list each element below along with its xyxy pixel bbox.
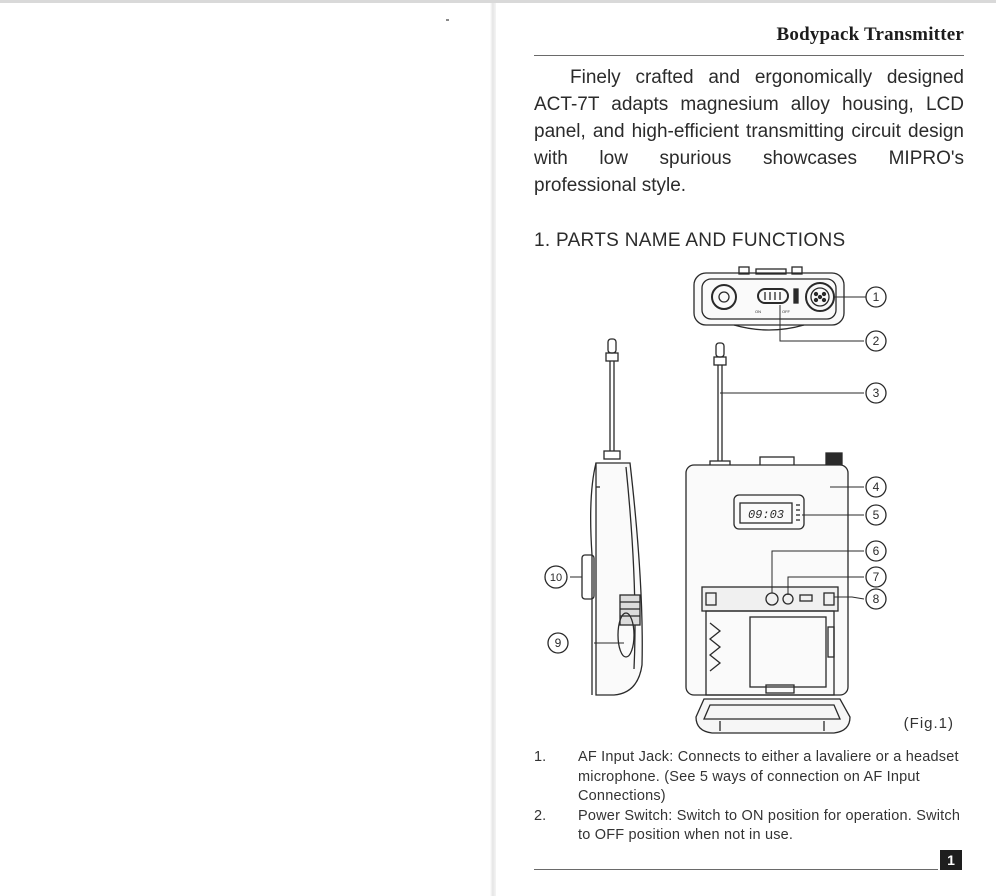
parts-list: [534, 748, 964, 846]
transmitter-illustration: [534, 255, 964, 745]
side-view: [582, 339, 642, 695]
list-item-number: 2.: [534, 807, 547, 824]
header-rule: [534, 55, 964, 56]
list-item-text: Power Switch: Switch to ON position for operation. Switch to OFF position when not in use.: [578, 807, 961, 843]
callout-1: 1: [872, 290, 880, 304]
parts-diagram: [534, 255, 964, 745]
switch-on-label: ON: [755, 309, 761, 314]
callout-5: 5: [872, 508, 880, 522]
list-item: [534, 807, 964, 846]
callout-4: 4: [872, 480, 880, 494]
lcd-readout: 09:03: [747, 508, 785, 522]
front-view: [686, 343, 850, 733]
figure-caption: (Fig.1): [903, 715, 954, 732]
intro-paragraph: Finely crafted and ergonomically designed ACT-7T adapts magnesium alloy housing, LCD panel, and high-efficient transmitting circuit design with low spurious showcases MIPRO's professional style.: [534, 67, 964, 196]
callout-3: 3: [872, 386, 880, 400]
callout-9: 9: [554, 636, 562, 650]
top-view: [694, 267, 844, 330]
callout-7: 7: [872, 570, 880, 584]
left-blank-page: [0, 3, 492, 896]
callout-8: 8: [872, 592, 880, 606]
callout-2: 2: [872, 334, 880, 348]
callout-10: 10: [549, 572, 563, 584]
page-header-title: Bodypack Transmitter: [776, 24, 964, 45]
list-item: [534, 748, 964, 807]
page-number: 1: [940, 850, 962, 870]
list-item-text: AF Input Jack: Connects to either a lavaliere or a headset microphone. (See 5 ways of connection on AF Input Connections): [578, 749, 959, 804]
switch-off-label: OFF: [782, 309, 790, 314]
list-item-number: 1.: [534, 749, 547, 765]
section-heading: 1. PARTS NAME AND FUNCTIONS: [534, 230, 846, 251]
paper-speck: [446, 19, 449, 21]
footer-rule: [534, 869, 938, 870]
callout-6: 6: [872, 544, 880, 558]
